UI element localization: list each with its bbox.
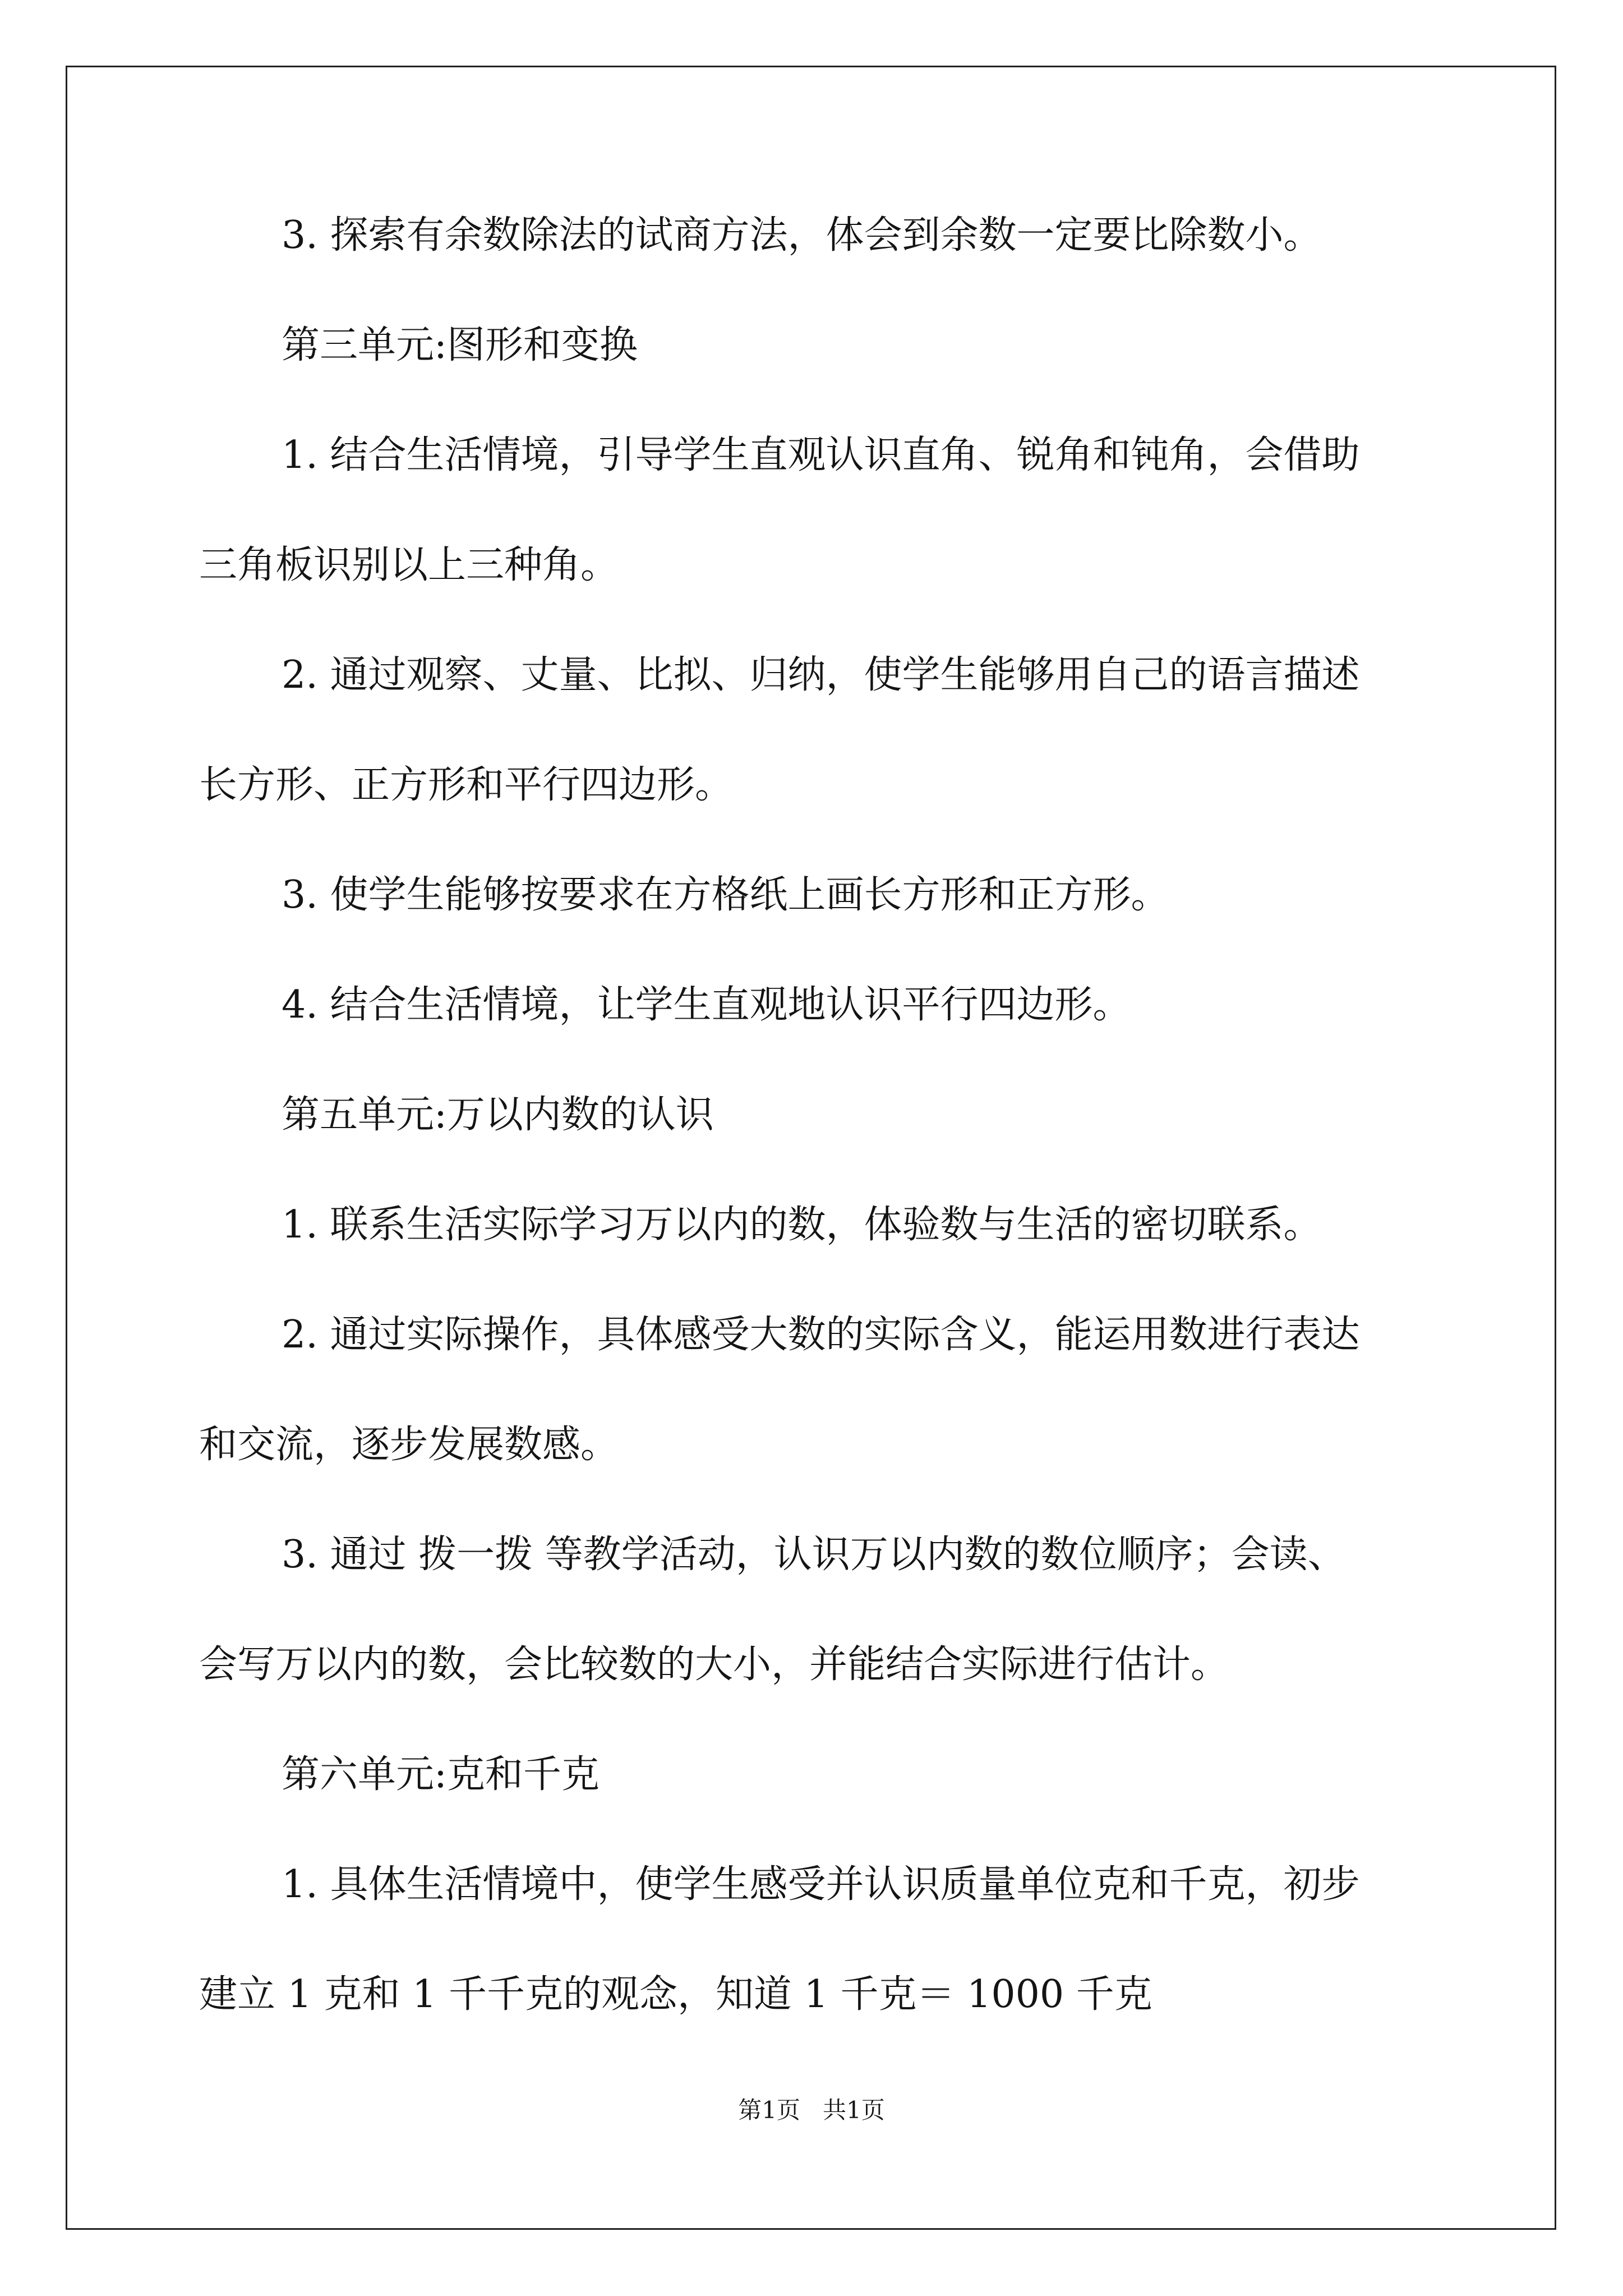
section-heading: 第三单元:图形和变换 [282, 323, 638, 367]
paragraph-continuation: 三角板识别以上三种角。 [199, 543, 619, 587]
paragraph: 3. 通过 拨一拨 等教学活动，认识万以内数的数位顺序；会读、 [282, 1533, 1346, 1577]
paragraph: 1. 具体生活情境中，使学生感受并认识质量单位克和千克，初步 [282, 1862, 1360, 1907]
page-number-footer: 第1页 共1页 [738, 2096, 885, 2124]
paragraph: 1. 结合生活情境，引导学生直观认识直角、锐角和钝角，会借助 [282, 433, 1360, 477]
paragraph-continuation: 和交流，逐步发展数感。 [199, 1423, 619, 1467]
paragraph: 3. 探索有余数除法的试商方法，体会到余数一定要比除数小。 [282, 213, 1322, 257]
paragraph: 4. 结合生活情境，让学生直观地认识平行四边形。 [282, 983, 1131, 1027]
paragraph: 2. 通过观察、丈量、比拟、归纳，使学生能够用自己的语言描述 [282, 653, 1360, 697]
section-heading: 第五单元:万以内数的认识 [282, 1093, 714, 1137]
section-heading: 第六单元:克和千克 [282, 1752, 600, 1797]
paragraph: 2. 通过实际操作，具体感受大数的实际含义，能运用数进行表达 [282, 1313, 1360, 1357]
paragraph-continuation: 会写万以内的数，会比较数的大小，并能结合实际进行估计。 [199, 1642, 1229, 1687]
paragraph-continuation: 长方形、正方形和平行四边形。 [199, 763, 734, 807]
paragraph: 3. 使学生能够按要求在方格纸上画长方形和正方形。 [282, 873, 1169, 917]
paragraph-continuation: 建立 1 克和 1 千千克的观念，知道 1 千克＝ 1000 千克 [199, 1972, 1152, 2017]
paragraph: 1. 联系生活实际学习万以内的数，体验数与生活的密切联系。 [282, 1203, 1322, 1247]
